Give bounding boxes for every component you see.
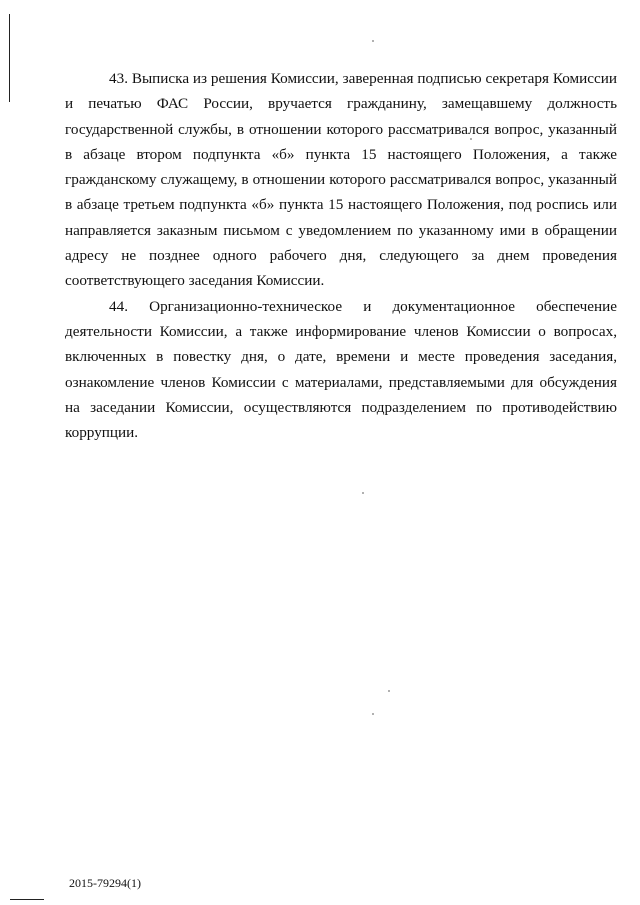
scan-speck [372, 713, 374, 715]
paragraph-44: 44. Организационно-техническое и документационное обеспечение деятельности Комиссии, а также информирование членов Комиссии о вопросах, включенных в повестку дня, о дате, времени и месте проведения заседания, ознакомление членов Комиссии с материалами, представляемыми для обсуждения на заседании Комиссии, осуществляются подразделением по противодействию коррупции. [65, 297, 617, 442]
scan-speck [388, 690, 390, 692]
paragraph-43: 43. Выписка из решения Комиссии, заверенная подписью секретаря Комиссии и печатью ФАС России, вручается гражданину, замещавшему должность государственной службы, в отношении которого рассматривался вопрос, указанный в абзаце втором подпункта «б» пункта 15 настоящего Положения, а также гражданскому служащему, в отношении которого рассматривался вопрос, указанный в абзаце третьем подпункта «б» пункта 15 настоящего Положения, под роспись или направляется заказным письмом с уведомлением по указанному ими в обращении адресу не позднее одного рабочего дня, следующего за днем проведения соответствующего заседания Комиссии. [65, 70, 617, 290]
document-reference-number: 2015-79294(1) [69, 876, 141, 890]
document-body [65, 66, 617, 445]
scan-edge-bottom [10, 899, 44, 900]
scan-edge-left [9, 14, 10, 102]
scan-speck [372, 40, 374, 42]
scan-speck [362, 492, 364, 494]
